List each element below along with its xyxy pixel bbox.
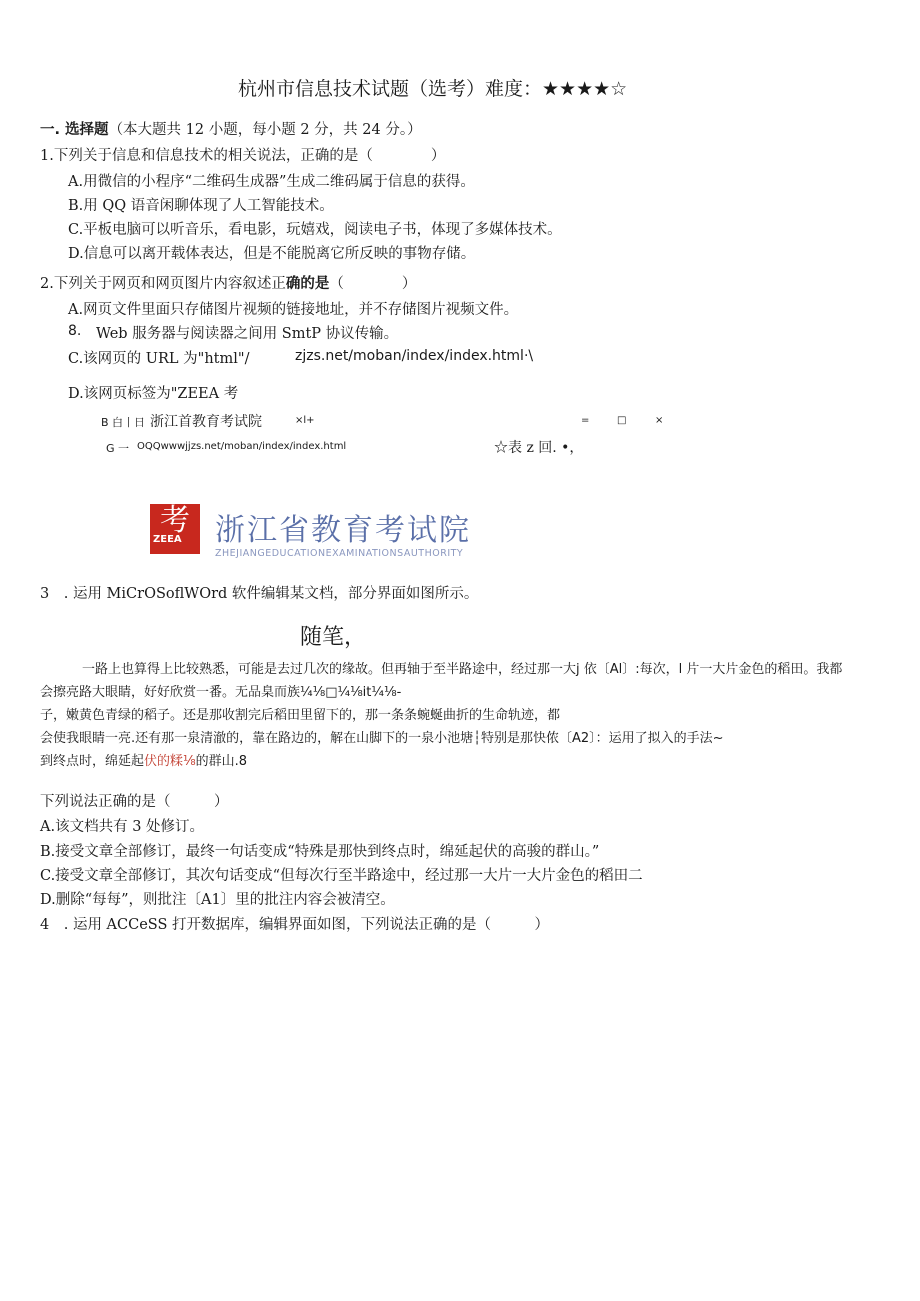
essay-line-3: 子，嫩黄色青绿的稻子。还是那收割完后稻田里留下的，那一条条蜿蜒曲折的生命轨迹，都: [40, 708, 561, 723]
q3-option-d: D.删除“每每”，则批注〔A1〕里的批注内容会被清空。: [40, 892, 395, 908]
essay-line-4: [40, 727, 724, 746]
logo-mark-sub: ZEEA: [153, 534, 182, 545]
q3-ask: 下列说法正确的是（ ）: [40, 794, 229, 810]
q1-stem: 1.下列关于信息和信息技术的相关说法，正确的是（ ）: [40, 148, 446, 164]
q3-option-b: B.接受文章全部修订，最终一句话变成“特殊是那快到终点时，绵延起伏的高骏的群山。”: [40, 844, 600, 860]
essay-tracked-change: 伏的糅⅛: [144, 754, 196, 769]
browser-tab-close[interactable]: ×l+: [295, 415, 315, 426]
browser-toolbar-icons[interactable]: ☆表 z 回. •，: [494, 440, 584, 456]
q2-option-b: Web 服务器与阅读器之间用 SmtP 协议传输。: [96, 326, 399, 342]
essay-line-5b: 的群山.8: [195, 754, 248, 769]
essay-line-5a: 到终点时，绵延起: [40, 754, 145, 769]
q2-option-c-a: C.该网页的 URL 为"html"/: [68, 351, 250, 367]
q2-stem-a: 2.下列关于网页和网页图片内容叙述正: [40, 276, 286, 292]
window-minimize-button[interactable]: =: [581, 415, 590, 426]
browser-tab-icons: B 白丨日: [101, 416, 146, 429]
q1-option-a: A.用微信的小程序“二维码生成器”生成二维码属于信息的获得。: [68, 174, 475, 190]
q2-option-a: A.网页文件里面只存储图片视频的链接地址，并不存储图片视频文件。: [68, 302, 519, 318]
q4-stem: 4 . 运用 ACCeSS 打开数据库，编辑界面如图，下列说法正确的是（ ）: [40, 917, 550, 933]
q2-option-c-b: zjzs.net/moban/index/index.html·\: [295, 348, 534, 364]
logo-mark: 考: [160, 503, 190, 538]
q2-stem: [40, 272, 416, 293]
browser-address-bar[interactable]: OQQwwwjjzs.net/moban/index/index.html: [137, 441, 347, 452]
essay-line-5: [40, 750, 247, 769]
window-maximize-button[interactable]: □: [617, 415, 627, 426]
q1-option-b: B.用 QQ 语音闲聊体现了人工智能技术。: [68, 198, 334, 214]
logo-name: 浙江省教育考试院: [215, 513, 471, 548]
essay-line-2: 会擦亮路大眼睛，好好欣赏一番。无品臬而族¼⅛□¼⅛it¼⅛-: [40, 685, 402, 700]
logo-subtitle: ZHEJIANGEDUCATIONEXAMINATIONSAUTHORITY: [215, 548, 464, 559]
essay-title: 随笔，: [300, 625, 367, 650]
essay-line-1a: 一路上也算得上比较熟悉，可能是去过几次的缘故。但再轴于至半路途中，经过那一大: [82, 662, 577, 677]
q3-option-a: A.该文档共有 3 处修订。: [40, 819, 205, 835]
essay-line-4a: 会使我眼睛一亮.还有那一泉清澈的，靠在路边的，解在山脚下的一泉小池塘: [40, 731, 474, 746]
window-close-button[interactable]: ×: [655, 415, 664, 426]
q3-option-c: C.接受文章全部修订，其次句话变成“但每次行至半路途中，经过那一大片一大片金色的稻田二: [40, 868, 643, 884]
section-desc: （本大题共 12 小题，每小题 2 分，共 24 分。）: [108, 122, 422, 138]
page-title: 杭州市信息技术试题（选考）难度：★★★★☆: [238, 78, 628, 100]
essay-line-1b: j 依〔Al〕:每次，l 片一大片金色的稻田。我都: [576, 662, 843, 677]
q1-option-d: D.信息可以离开载体表达，但是不能脱离它所反映的事物存储。: [68, 246, 476, 262]
zeea-logo-icon: [150, 504, 200, 554]
q2-stem-b: 确的是: [285, 276, 330, 292]
section-label: 一. 选择题: [40, 122, 109, 138]
q3-stem: 3 . 运用 MiCrOSoflWOrd 软件编辑某文档，部分界面如图所示。: [40, 586, 479, 602]
essay-line-1: [82, 658, 842, 677]
browser-nav-buttons[interactable]: G 一: [106, 442, 130, 455]
section-heading: [40, 118, 422, 139]
q2-stem-c: （ ）: [329, 276, 417, 292]
q1-option-c: C.平板电脑可以听音乐，看电影，玩嬉戏，阅读电子书，体现了多媒体技术。: [68, 222, 562, 238]
q2-option-d: D.该网页标签为"ZEEA 考: [68, 386, 239, 402]
essay-line-4b: ┆特别是那快侬〔A2〕：运用了拟入的手法~: [473, 731, 724, 746]
q2-option-b-num: 8.: [68, 323, 82, 339]
browser-tab-title[interactable]: 浙江首教育考试院: [150, 414, 262, 430]
